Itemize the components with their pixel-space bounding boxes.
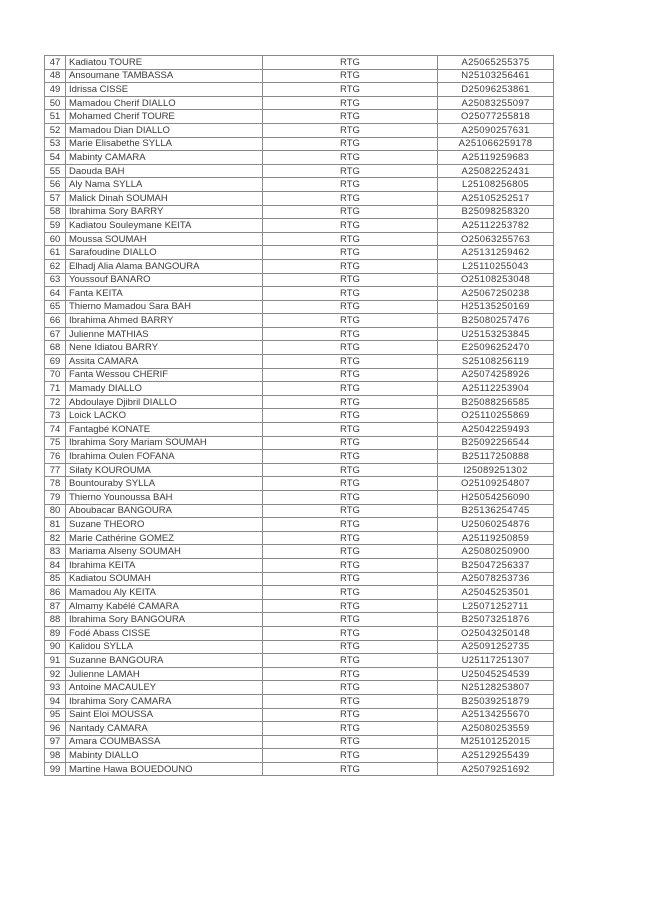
cell-n: 88 [45,613,66,627]
cell-org: RTG [263,232,438,246]
cell-org: RTG [263,56,438,70]
cell-id: A25112253782 [438,219,554,233]
cell-id: O25109254807 [438,477,554,491]
cell-id: A25131259462 [438,246,554,260]
cell-id: M25101252015 [438,735,554,749]
cell-id: A25067250238 [438,287,554,301]
table-row [45,355,554,369]
table-row [45,463,554,477]
cell-name: Sarafoudine DIALLO [66,246,263,260]
cell-id: U25045254539 [438,667,554,681]
cell-name: Almamy Kabélé CAMARA [66,599,263,613]
cell-name: Suzane THEORO [66,518,263,532]
table-row [45,545,554,559]
cell-org: RTG [263,504,438,518]
cell-org: RTG [263,205,438,219]
cell-id: A25080250900 [438,545,554,559]
table-row [45,327,554,341]
cell-n: 78 [45,477,66,491]
cell-org: RTG [263,599,438,613]
cell-org: RTG [263,477,438,491]
cell-org: RTG [263,558,438,572]
cell-name: Mamadou Aly KEITA [66,586,263,600]
cell-org: RTG [263,694,438,708]
cell-id: H25135250169 [438,300,554,314]
cell-id: B25117250888 [438,450,554,464]
cell-n: 93 [45,681,66,695]
cell-n: 99 [45,762,66,776]
cell-org: RTG [263,69,438,83]
cell-name: Ibrahima Sory BANGOURA [66,613,263,627]
cell-org: RTG [263,681,438,695]
table-row [45,599,554,613]
cell-n: 70 [45,368,66,382]
table-row [45,518,554,532]
cell-name: Martine Hawa BOUEDOUNO [66,762,263,776]
participants-table-body [45,56,554,776]
cell-id: E25096252470 [438,341,554,355]
table-row [45,178,554,192]
cell-id: L25110255043 [438,259,554,273]
cell-org: RTG [263,164,438,178]
cell-name: Julienne MATHIAS [66,327,263,341]
cell-id: O25077255818 [438,110,554,124]
cell-org: RTG [263,327,438,341]
cell-id: A25119259683 [438,151,554,165]
cell-n: 56 [45,178,66,192]
cell-org: RTG [263,450,438,464]
table-row [45,626,554,640]
cell-id: U25060254876 [438,518,554,532]
table-row [45,314,554,328]
table-row [45,232,554,246]
cell-n: 74 [45,423,66,437]
cell-n: 82 [45,531,66,545]
cell-id: B25073251876 [438,613,554,627]
cell-name: Kadiatou Souleymane KEITA [66,219,263,233]
cell-name: Kadiatou SOUMAH [66,572,263,586]
cell-id: A251066259178 [438,137,554,151]
cell-org: RTG [263,491,438,505]
table-row [45,762,554,776]
table-row [45,708,554,722]
cell-id: N25128253807 [438,681,554,695]
cell-id: B25039251879 [438,694,554,708]
cell-n: 85 [45,572,66,586]
table-row [45,450,554,464]
cell-id: A25129255439 [438,749,554,763]
cell-name: Aly Nama SYLLA [66,178,263,192]
cell-id: A25078253736 [438,572,554,586]
cell-name: Ibrahima Sory BARRY [66,205,263,219]
table-row [45,259,554,273]
table-row [45,191,554,205]
cell-name: Abdoulaye Djibril DIALLO [66,395,263,409]
cell-name: Nantady CAMARA [66,722,263,736]
cell-name: Fantagbé KONATE [66,423,263,437]
cell-n: 75 [45,436,66,450]
cell-n: 94 [45,694,66,708]
cell-name: Loick LACKO [66,409,263,423]
cell-id: A25079251692 [438,762,554,776]
cell-n: 52 [45,123,66,137]
table-row [45,735,554,749]
cell-name: Ibrahima KEITA [66,558,263,572]
cell-org: RTG [263,123,438,137]
cell-org: RTG [263,640,438,654]
cell-name: Antoine MACAULEY [66,681,263,695]
cell-n: 61 [45,246,66,260]
cell-n: 73 [45,409,66,423]
cell-name: Ibrahima Sory Mariam SOUMAH [66,436,263,450]
cell-name: Aboubacar BANGOURA [66,504,263,518]
cell-name: Daouda BAH [66,164,263,178]
cell-n: 97 [45,735,66,749]
table-row [45,586,554,600]
cell-name: Fanta Wessou CHERIF [66,368,263,382]
cell-org: RTG [263,545,438,559]
cell-n: 72 [45,395,66,409]
table-row [45,477,554,491]
cell-n: 77 [45,463,66,477]
cell-name: Marie Elisabethe SYLLA [66,137,263,151]
cell-org: RTG [263,586,438,600]
cell-n: 80 [45,504,66,518]
cell-org: RTG [263,368,438,382]
cell-n: 58 [45,205,66,219]
cell-name: Nene Idiatou BARRY [66,341,263,355]
cell-n: 62 [45,259,66,273]
cell-org: RTG [263,137,438,151]
cell-n: 64 [45,287,66,301]
cell-n: 60 [45,232,66,246]
table-row [45,56,554,70]
cell-id: A25080253559 [438,722,554,736]
cell-n: 67 [45,327,66,341]
cell-name: Ibrahima Ahmed BARRY [66,314,263,328]
cell-org: RTG [263,436,438,450]
cell-name: Ibrahima Sory CAMARA [66,694,263,708]
cell-id: B25092256544 [438,436,554,450]
cell-name: Youssouf BANARO [66,273,263,287]
cell-name: Mamady DIALLO [66,382,263,396]
cell-org: RTG [263,314,438,328]
table-row [45,341,554,355]
cell-org: RTG [263,667,438,681]
cell-n: 76 [45,450,66,464]
cell-org: RTG [263,219,438,233]
table-row [45,219,554,233]
table-row [45,558,554,572]
cell-n: 63 [45,273,66,287]
cell-name: Mariama Alseny SOUMAH [66,545,263,559]
cell-name: Ansoumane TAMBASSA [66,69,263,83]
cell-org: RTG [263,572,438,586]
cell-n: 79 [45,491,66,505]
cell-name: Suzanne BANGOURA [66,654,263,668]
cell-id: I25089251302 [438,463,554,477]
cell-n: 71 [45,382,66,396]
cell-org: RTG [263,178,438,192]
cell-n: 55 [45,164,66,178]
cell-id: A25074258926 [438,368,554,382]
cell-n: 48 [45,69,66,83]
cell-name: Kadiatou TOURE [66,56,263,70]
table-row [45,96,554,110]
cell-org: RTG [263,382,438,396]
cell-n: 91 [45,654,66,668]
cell-org: RTG [263,341,438,355]
table-row [45,749,554,763]
cell-n: 54 [45,151,66,165]
table-row [45,83,554,97]
cell-n: 98 [45,749,66,763]
cell-name: Ibrahima Oulen FOFANA [66,450,263,464]
cell-id: B25088256585 [438,395,554,409]
table-row [45,368,554,382]
cell-org: RTG [263,110,438,124]
cell-id: N25103256461 [438,69,554,83]
cell-org: RTG [263,287,438,301]
cell-n: 49 [45,83,66,97]
cell-id: L25071252711 [438,599,554,613]
cell-name: Moussa SOUMAH [66,232,263,246]
cell-n: 81 [45,518,66,532]
cell-n: 66 [45,314,66,328]
table-row [45,246,554,260]
table-row [45,436,554,450]
cell-n: 51 [45,110,66,124]
table-row [45,694,554,708]
cell-org: RTG [263,83,438,97]
cell-n: 95 [45,708,66,722]
table-row [45,287,554,301]
cell-id: O25043250148 [438,626,554,640]
table-row [45,572,554,586]
cell-n: 57 [45,191,66,205]
table-row [45,667,554,681]
cell-n: 83 [45,545,66,559]
cell-name: Julienne LAMAH [66,667,263,681]
cell-n: 90 [45,640,66,654]
table-row [45,504,554,518]
cell-org: RTG [263,423,438,437]
cell-id: A25112253904 [438,382,554,396]
table-row [45,300,554,314]
cell-org: RTG [263,708,438,722]
cell-name: Idrissa CISSE [66,83,263,97]
cell-name: Saint Eloi MOUSSA [66,708,263,722]
cell-name: Bountouraby SYLLA [66,477,263,491]
cell-id: A25082252431 [438,164,554,178]
table-row [45,491,554,505]
table-row [45,151,554,165]
cell-org: RTG [263,654,438,668]
cell-org: RTG [263,246,438,260]
table-row [45,69,554,83]
table-row [45,164,554,178]
cell-n: 47 [45,56,66,70]
cell-org: RTG [263,300,438,314]
cell-name: Mabinty CAMARA [66,151,263,165]
table-row [45,110,554,124]
cell-name: Silaty KOUROUMA [66,463,263,477]
table-row [45,722,554,736]
cell-name: Mamadou Dian DIALLO [66,123,263,137]
cell-org: RTG [263,762,438,776]
participants-table [44,55,554,776]
cell-id: A25091252735 [438,640,554,654]
cell-name: Kalidou SYLLA [66,640,263,654]
cell-id: A25083255097 [438,96,554,110]
cell-id: A25045253501 [438,586,554,600]
cell-org: RTG [263,531,438,545]
cell-id: B25047256337 [438,558,554,572]
cell-org: RTG [263,273,438,287]
cell-n: 92 [45,667,66,681]
cell-id: H25054256090 [438,491,554,505]
cell-n: 59 [45,219,66,233]
table-row [45,531,554,545]
cell-id: B25136254745 [438,504,554,518]
cell-n: 87 [45,599,66,613]
cell-name: Thierno Younoussa BAH [66,491,263,505]
table-row [45,273,554,287]
cell-name: Thierno Mamadou Sara BAH [66,300,263,314]
cell-name: Mohamed Cherif TOURE [66,110,263,124]
cell-n: 50 [45,96,66,110]
cell-n: 53 [45,137,66,151]
cell-id: A25134255670 [438,708,554,722]
cell-id: S25108256119 [438,355,554,369]
cell-name: Elhadj Alia Alama BANGOURA [66,259,263,273]
cell-org: RTG [263,96,438,110]
cell-id: O25063255763 [438,232,554,246]
cell-n: 68 [45,341,66,355]
table-row [45,613,554,627]
table-row [45,423,554,437]
cell-id: O25108253048 [438,273,554,287]
table-row [45,137,554,151]
cell-org: RTG [263,722,438,736]
cell-n: 65 [45,300,66,314]
cell-org: RTG [263,355,438,369]
cell-org: RTG [263,518,438,532]
cell-name: Marie Cathérine GOMEZ [66,531,263,545]
cell-org: RTG [263,395,438,409]
table-row [45,395,554,409]
cell-org: RTG [263,151,438,165]
cell-org: RTG [263,191,438,205]
cell-name: Malick Dinah SOUMAH [66,191,263,205]
cell-name: Fanta KEITA [66,287,263,301]
cell-org: RTG [263,626,438,640]
cell-org: RTG [263,259,438,273]
table-row [45,640,554,654]
cell-name: Assita CAMARA [66,355,263,369]
cell-id: U25117251307 [438,654,554,668]
table-row [45,654,554,668]
cell-id: D25096253861 [438,83,554,97]
cell-name: Mabinty DIALLO [66,749,263,763]
cell-name: Mamadou Cherif DIALLO [66,96,263,110]
cell-id: L25108256805 [438,178,554,192]
cell-org: RTG [263,409,438,423]
cell-id: A25105252517 [438,191,554,205]
table-row [45,205,554,219]
table-row [45,409,554,423]
cell-id: A25042259493 [438,423,554,437]
cell-name: Fodé Abass CISSE [66,626,263,640]
cell-n: 69 [45,355,66,369]
cell-id: O25110255869 [438,409,554,423]
cell-n: 96 [45,722,66,736]
cell-n: 89 [45,626,66,640]
cell-id: A25090257631 [438,123,554,137]
table-row [45,123,554,137]
cell-n: 84 [45,558,66,572]
cell-org: RTG [263,749,438,763]
cell-id: U25153253845 [438,327,554,341]
cell-org: RTG [263,735,438,749]
cell-n: 86 [45,586,66,600]
cell-id: A25065255375 [438,56,554,70]
table-row [45,681,554,695]
cell-id: B25098258320 [438,205,554,219]
cell-org: RTG [263,463,438,477]
cell-name: Amara COUMBASSA [66,735,263,749]
table-row [45,382,554,396]
cell-id: B25080257476 [438,314,554,328]
cell-id: A25119250859 [438,531,554,545]
cell-org: RTG [263,613,438,627]
